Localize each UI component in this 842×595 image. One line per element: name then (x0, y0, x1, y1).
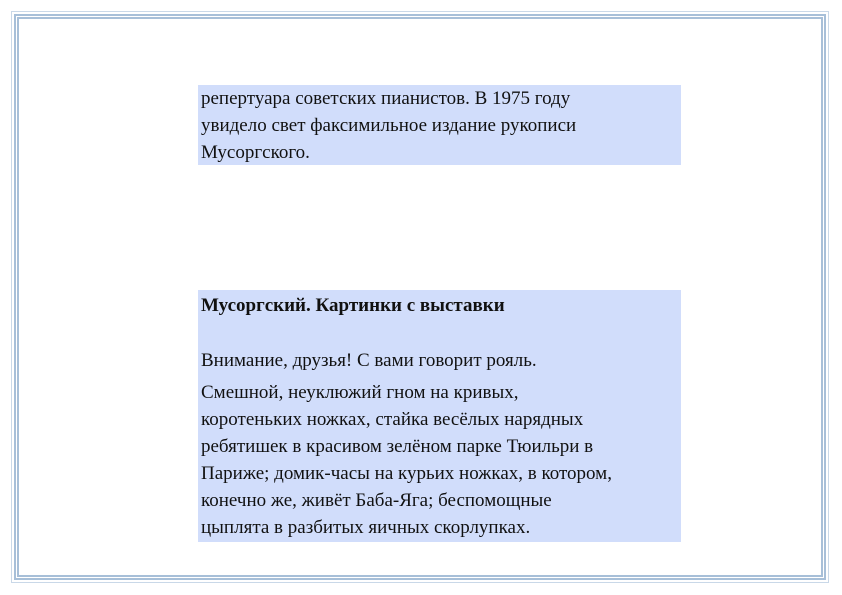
excerpt-line: репертуара советских пианистов. В 1975 году (201, 88, 571, 109)
excerpt-paragraph (201, 85, 678, 166)
paragraph-line: Смешной, неуклюжий гном на кривых, (201, 382, 519, 403)
excerpt-text-block (198, 85, 681, 165)
paragraph-line: коротеньких ножках, стайка весёлых нарядных (201, 409, 584, 430)
paragraph-line: ребятишек в красивом зелёном парке Тюильри в (201, 436, 594, 457)
excerpt-line: Мусоргского. (201, 142, 310, 163)
section-paragraph-1: Внимание, друзья! С вами говорит рояль. (201, 350, 537, 371)
section-text-block (198, 290, 681, 542)
paragraph-line: Париже; домик-часы на курьих ножках, в котором, (201, 463, 612, 484)
section-heading: Мусоргский. Картинки с выставки (201, 295, 505, 316)
section-paragraph-2 (201, 379, 678, 541)
excerpt-line: увидело свет факсимильное издание рукописи (201, 115, 577, 136)
paragraph-line: конечно же, живёт Баба-Яга; беспомощные (201, 490, 552, 511)
paragraph-line: цыплята в разбитых яичных скорлупках. (201, 517, 531, 538)
